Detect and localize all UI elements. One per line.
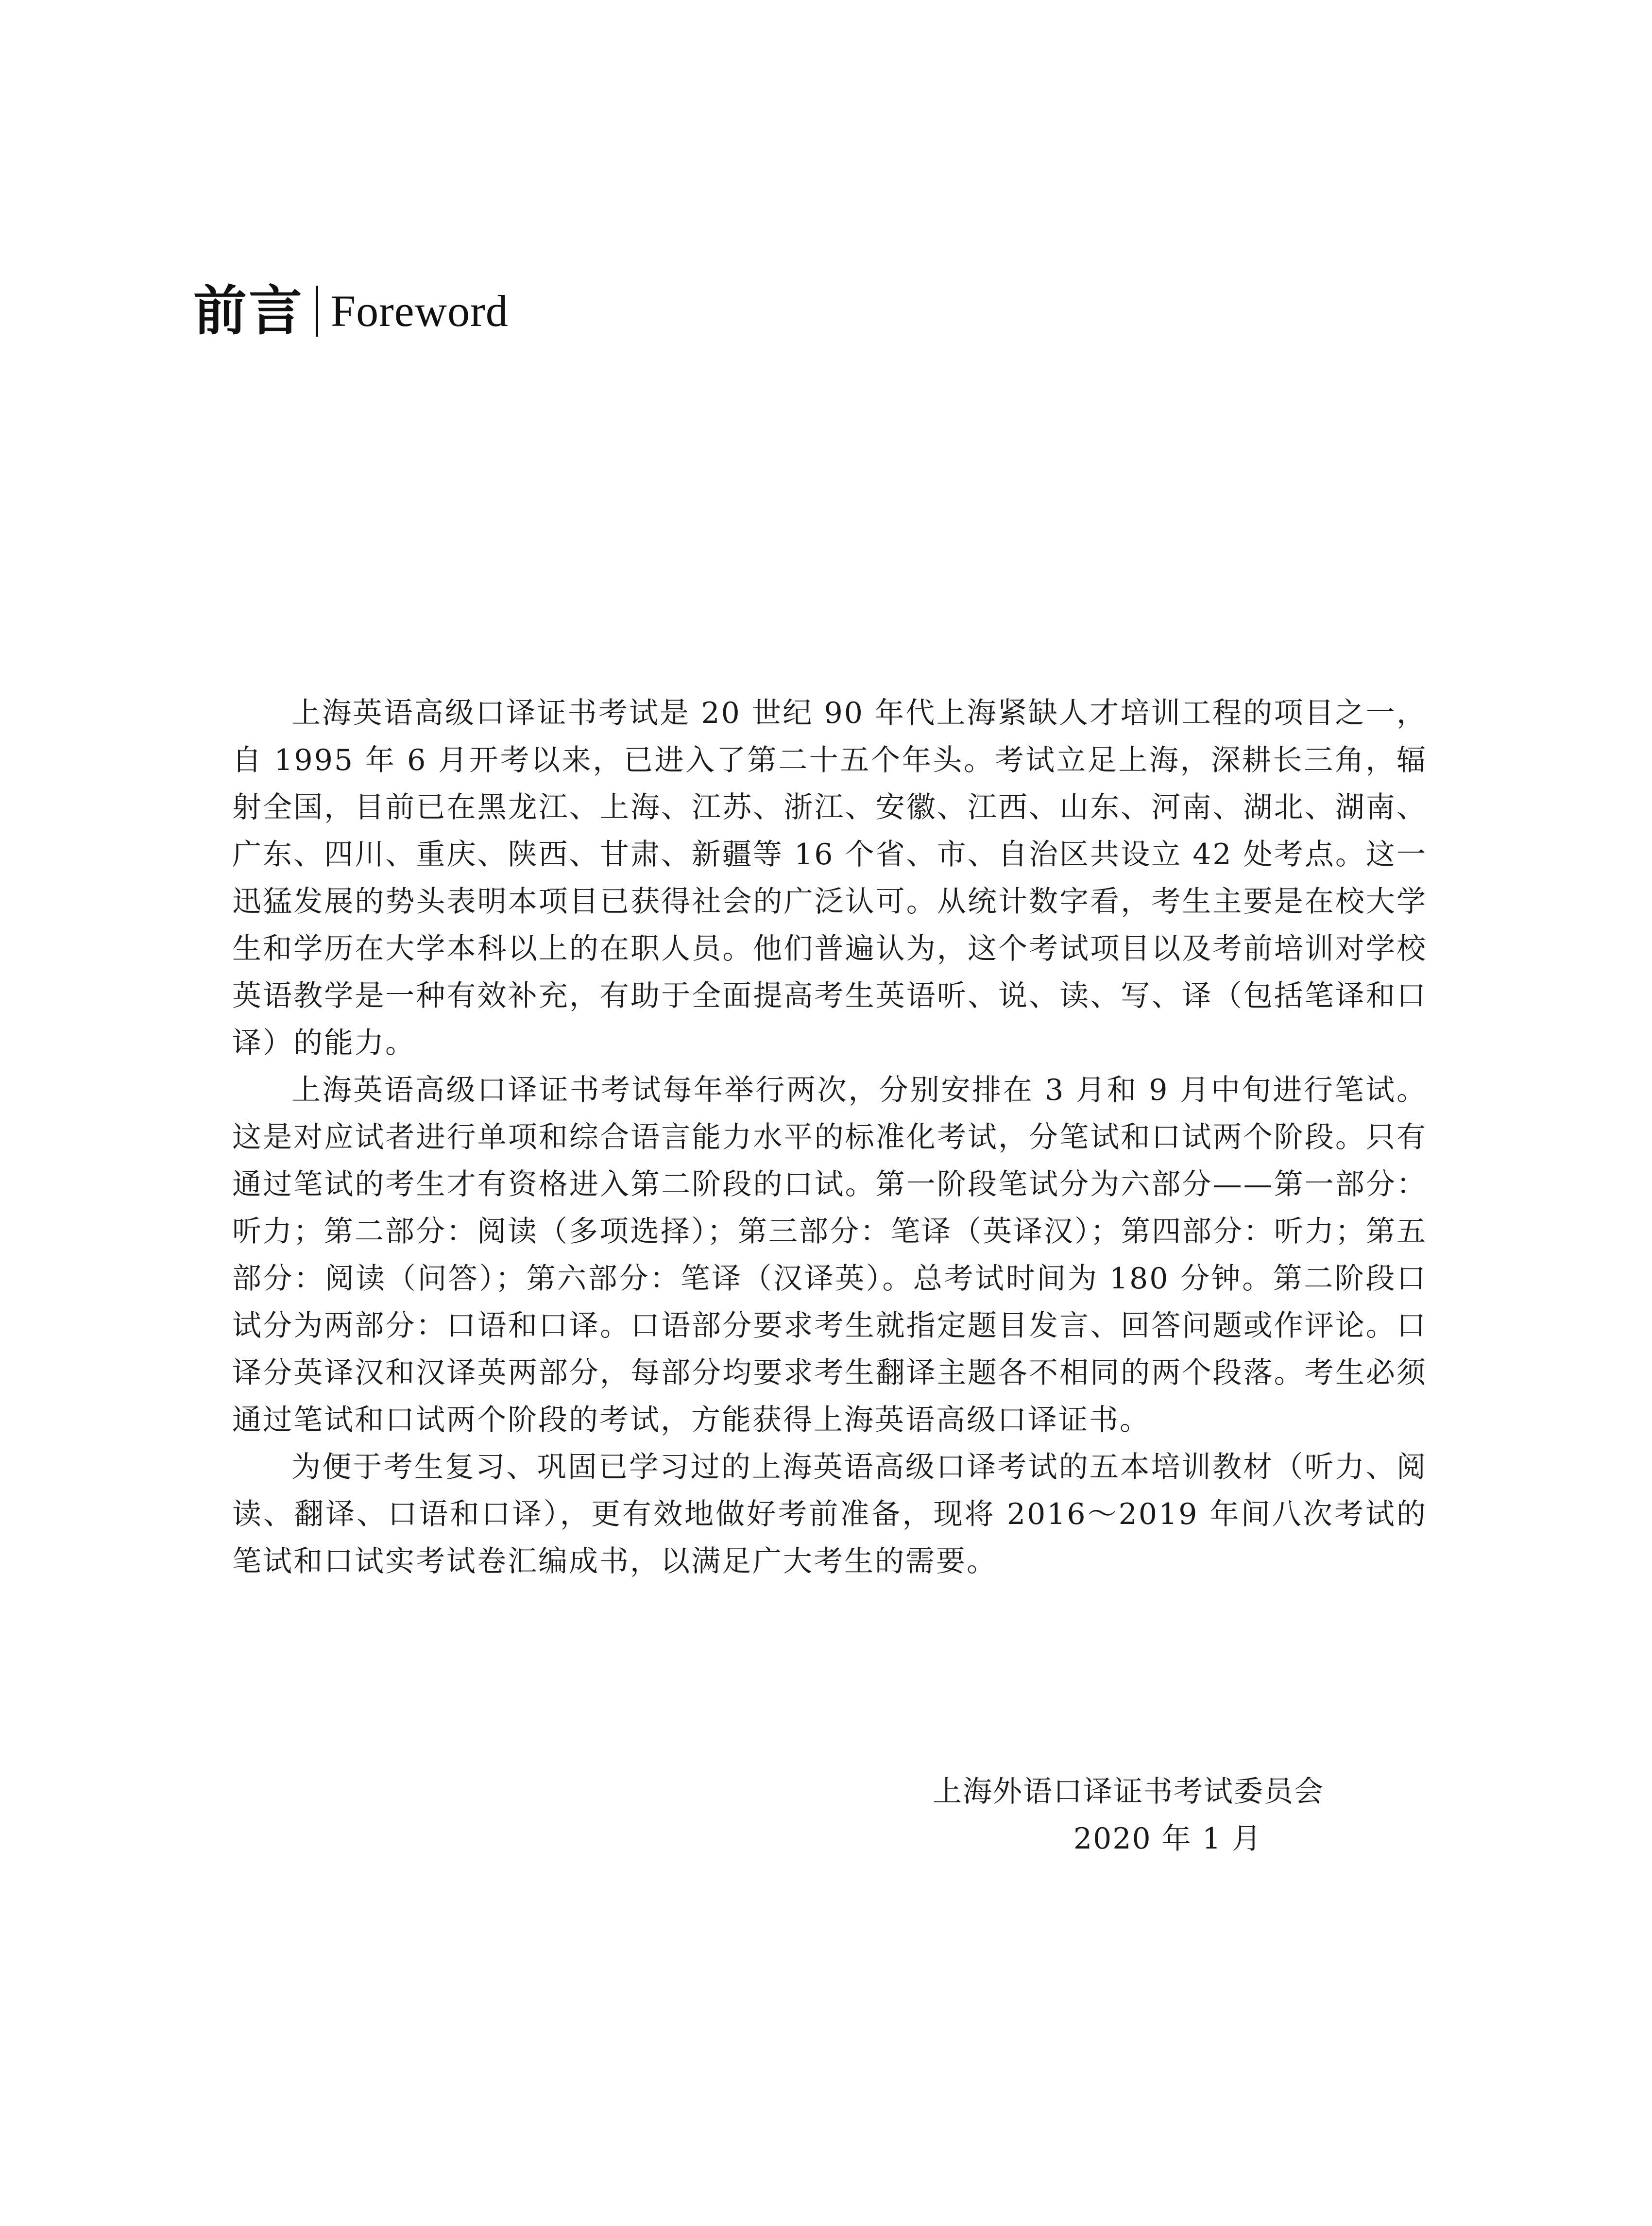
paragraph-1: 上海英语高级口译证书考试是 20 世纪 90 年代上海紧缺人才培训工程的项目之一，自 1995 年 6 月开考以来，已进入了第二十五个年头。考试立足上海，深耕长三角，辐射全国，目前已在黑龙江、上海、江苏、浙江、安徽、江西、山东、河南、湖北、湖南、广东、四川、重庆、陕西、甘肃、新疆等 16 个省、市、自治区共设立 42 处考点。这一迅猛发展的势头表明本项目已获得社会的广泛认可。从统计数字看，考生主要是在校大学生和学历在大学本科以上的在职人员。他们普遍认为，这个考试项目以及考前培训对学校英语教学是一种有效补充，有助于全面提高考生英语听、说、读、写、译（包括笔译和口译）的能力。 — [232, 696, 1427, 1060]
paragraph-3: 为便于考生复习、巩固已学习过的上海英语高级口译考试的五本培训教材（听力、阅读、翻译、口语和口译），更有效地做好考前准备，现将 2016～2019 年间八次考试的笔试和口试实考试卷汇编成书，以满足广大考生的需要。 — [232, 1450, 1427, 1578]
heading-title-cn: 前言 — [193, 279, 304, 342]
page-heading — [193, 274, 509, 347]
signature-block — [933, 1768, 1399, 1863]
signature-organization: 上海外语口译证书考试委员会 — [933, 1775, 1324, 1809]
foreword-body — [232, 690, 1427, 1585]
heading-divider — [316, 286, 318, 337]
heading-title-en: Foreword — [331, 286, 509, 336]
signature-date: 2020 年 1 月 — [1073, 1822, 1262, 1856]
paragraph-2: 上海英语高级口译证书考试每年举行两次，分别安排在 3 月和 9 月中旬进行笔试。这是对应试者进行单项和综合语言能力水平的标准化考试，分笔试和口试两个阶段。只有通过笔试的考生才有资格进入第二阶段的口试。第一阶段笔试分为六部分——第一部分：听力；第二部分：阅读（多项选择）；第三部分：笔译（英译汉）；第四部分：听力；第五部分：阅读（问答）；第六部分：笔译（汉译英）。总考试时间为 180 分钟。第二阶段口试分为两部分：口语和口译。口语部分要求考生就指定题目发言、回答问题或作评论。口译分英译汉和汉译英两部分，每部分均要求考生翻译主题各不相同的两个段落。考生必须通过笔试和口试两个阶段的考试，方能获得上海英语高级口译证书。 — [232, 1073, 1427, 1437]
